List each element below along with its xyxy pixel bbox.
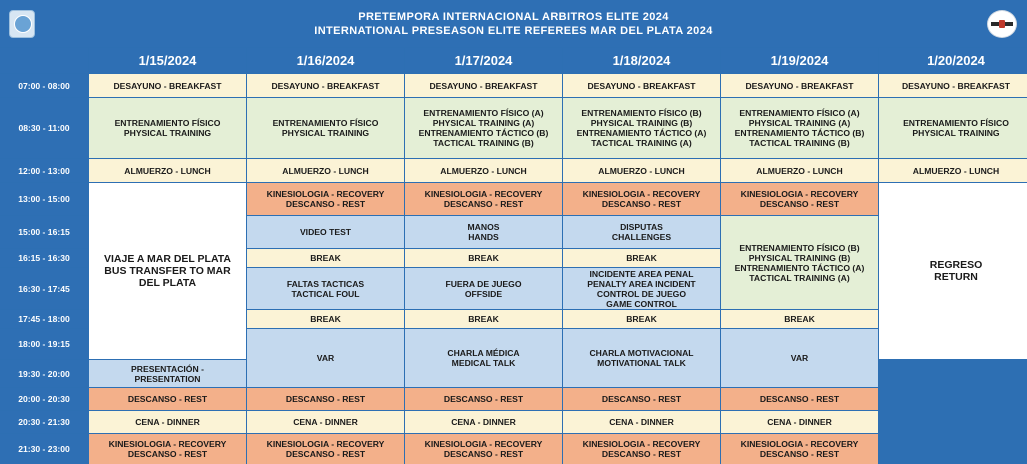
activity-line: DESCANSO - REST: [443, 449, 524, 459]
activity-line: CHARLA MÉDICA: [447, 348, 520, 358]
break-cell: BREAK: [405, 310, 562, 328]
session-cell: [563, 329, 720, 387]
training-cell: [89, 98, 246, 158]
recovery-cell: [89, 434, 246, 464]
training-cell: [405, 98, 562, 158]
time-slot: 17:45 - 18:00: [0, 310, 88, 328]
activity-line: MEDICAL TALK: [451, 358, 516, 368]
activity-line: DESCANSO - REST: [601, 199, 682, 209]
activity-line: DESCANSO - REST: [601, 449, 682, 459]
recovery-cell: [721, 434, 878, 464]
activity-line: KINESIOLOGIA - RECOVERY: [740, 189, 859, 199]
session-cell: VAR: [721, 329, 878, 387]
activity-line: CHALLENGES: [611, 232, 672, 242]
time-slot: 19:30 - 20:00: [0, 360, 88, 387]
lunch-cell: ALMUERZO - LUNCH: [721, 159, 878, 182]
time-slot: 18:00 - 19:15: [0, 329, 88, 359]
activity-line: DESCANSO - REST: [443, 199, 524, 209]
lunch-cell: ALMUERZO - LUNCH: [879, 159, 1027, 182]
rest-cell: DESCANSO - REST: [89, 388, 246, 410]
session-cell: [405, 216, 562, 248]
date-header: 1/15/2024: [89, 48, 246, 73]
time-slot: 16:30 - 17:45: [0, 268, 88, 309]
activity-line: KINESIOLOGIA - RECOVERY: [266, 189, 385, 199]
rest-cell: DESCANSO - REST: [721, 388, 878, 410]
dinner-cell: CENA - DINNER: [89, 411, 246, 433]
dinner-cell: CENA - DINNER: [405, 411, 562, 433]
activity-line: KINESIOLOGIA - RECOVERY: [424, 439, 543, 449]
activity-line: GAME CONTROL: [606, 298, 677, 309]
date-header: 1/20/2024: [879, 48, 1027, 73]
break-cell: BREAK: [721, 310, 878, 328]
breakfast-cell: DESAYUNO - BREAKFAST: [721, 74, 878, 97]
date-header: 1/18/2024: [563, 48, 720, 73]
activity-line: CHARLA MOTIVACIONAL: [589, 348, 694, 358]
time-slot: 12:00 - 13:00: [0, 159, 88, 182]
activity-line: DISPUTAS: [620, 222, 663, 232]
recovery-cell: [247, 183, 404, 215]
activity-line: DESCANSO - REST: [127, 449, 208, 459]
activity-line: KINESIOLOGIA - RECOVERY: [582, 189, 701, 199]
activity-line: PHYSICAL TRAINING (A): [432, 118, 535, 128]
rest-cell: DESCANSO - REST: [405, 388, 562, 410]
session-cell: [405, 268, 562, 309]
break-cell: BREAK: [247, 310, 404, 328]
time-slot: 20:30 - 21:30: [0, 411, 88, 433]
lunch-cell: ALMUERZO - LUNCH: [563, 159, 720, 182]
time-slot: 20:00 - 20:30: [0, 388, 88, 410]
lunch-cell: ALMUERZO - LUNCH: [247, 159, 404, 182]
activity-line: PHYSICAL TRAINING (A): [748, 118, 851, 128]
session-cell: [563, 268, 720, 309]
activity-line: ENTRENAMIENTO FÍSICO: [272, 118, 379, 128]
time-slot: 13:00 - 15:00: [0, 183, 88, 215]
activity-line: KINESIOLOGIA - RECOVERY: [266, 439, 385, 449]
activity-line: PHYSICAL TRAINING (B): [748, 252, 851, 263]
activity-line: MOTIVATIONAL TALK: [597, 358, 686, 368]
training-cell: [563, 98, 720, 158]
activity-line: ENTRENAMIENTO FÍSICO: [903, 118, 1009, 128]
empty-block: [879, 360, 1027, 464]
session-cell: [247, 268, 404, 309]
activity-line: DEL PLATA: [138, 277, 197, 289]
activity-line: ENTRENAMIENTO FÍSICO (B): [739, 242, 860, 253]
page-title: [0, 10, 1027, 38]
activity-line: ENTRENAMIENTO TÁCTICO (B): [734, 128, 865, 138]
rest-cell: DESCANSO - REST: [563, 388, 720, 410]
date-header: 1/17/2024: [405, 48, 562, 73]
recovery-cell: [405, 183, 562, 215]
dinner-cell: CENA - DINNER: [247, 411, 404, 433]
activity-line: TACTICAL TRAINING (A): [749, 272, 850, 283]
activity-line: KINESIOLOGIA - RECOVERY: [740, 439, 859, 449]
activity-line: INCIDENTE AREA PENAL: [589, 268, 694, 279]
activity-line: ENTRENAMIENTO FÍSICO (A): [423, 108, 544, 118]
activity-line: TACTICAL TRAINING (B): [433, 138, 534, 148]
rest-cell: DESCANSO - REST: [247, 388, 404, 410]
breakfast-cell: DESAYUNO - BREAKFAST: [879, 74, 1027, 97]
activity-line: HANDS: [468, 232, 499, 242]
title-line-2: INTERNATIONAL PRESEASON ELITE REFEREES MAR DEL PLATA 2024: [314, 25, 713, 37]
date-header: 1/16/2024: [247, 48, 404, 73]
activity-line: ENTRENAMIENTO TÁCTICO (A): [734, 262, 865, 273]
activity-line: OFFSIDE: [464, 288, 503, 299]
activity-line: TACTICAL FOUL: [291, 288, 360, 299]
session-cell: [563, 216, 720, 248]
header: [0, 0, 1027, 47]
lunch-cell: ALMUERZO - LUNCH: [405, 159, 562, 182]
breakfast-cell: DESAYUNO - BREAKFAST: [247, 74, 404, 97]
activity-line: RETURN: [934, 271, 978, 283]
break-cell: BREAK: [563, 310, 720, 328]
break-cell: BREAK: [405, 249, 562, 267]
activity-line: DESCANSO - REST: [759, 199, 840, 209]
activity-line: ENTRENAMIENTO FÍSICO (B): [581, 108, 702, 118]
presentation-cell: [89, 360, 246, 387]
activity-line: DESCANSO - REST: [285, 199, 366, 209]
activity-line: ENTRENAMIENTO TÁCTICO (A): [576, 128, 707, 138]
time-slot: 08:30 - 11:00: [0, 98, 88, 158]
activity-line: ENTRENAMIENTO TÁCTICO (B): [418, 128, 549, 138]
breakfast-cell: DESAYUNO - BREAKFAST: [563, 74, 720, 97]
recovery-cell: [563, 183, 720, 215]
activity-line: PRESENTATION: [134, 373, 201, 384]
activity-line: PENALTY AREA INCIDENT: [587, 278, 696, 289]
breakfast-cell: DESAYUNO - BREAKFAST: [405, 74, 562, 97]
time-slot: 21:30 - 23:00: [0, 434, 88, 464]
schedule-grid: [0, 48, 1027, 459]
recovery-cell: [247, 434, 404, 464]
activity-line: FALTAS TACTICAS: [286, 278, 365, 289]
activity-line: PHYSICAL TRAINING: [281, 128, 370, 138]
activity-line: REGRESO: [929, 259, 983, 271]
session-cell: VIDEO TEST: [247, 216, 404, 248]
activity-line: KINESIOLOGIA - RECOVERY: [582, 439, 701, 449]
activity-line: DESCANSO - REST: [285, 449, 366, 459]
time-slot: 07:00 - 08:00: [0, 74, 88, 97]
activity-line: FUERA DE JUEGO: [445, 278, 522, 289]
activity-line: KINESIOLOGIA - RECOVERY: [108, 439, 227, 449]
activity-line: CONTROL DE JUEGO: [596, 288, 687, 299]
recovery-cell: [563, 434, 720, 464]
activity-line: TACTICAL TRAINING (A): [591, 138, 692, 148]
activity-line: PRESENTACIÓN -: [131, 363, 204, 374]
activity-line: PHYSICAL TRAINING: [912, 128, 1000, 138]
recovery-cell: [721, 183, 878, 215]
training-cell: [721, 216, 878, 309]
training-cell: [721, 98, 878, 158]
corner-cell: [0, 48, 88, 73]
activity-line: ENTRENAMIENTO FÍSICO: [114, 118, 221, 128]
break-cell: BREAK: [247, 249, 404, 267]
activity-line: KINESIOLOGIA - RECOVERY: [424, 189, 543, 199]
referee-badge-icon: [987, 10, 1017, 38]
recovery-cell: [405, 434, 562, 464]
activity-line: VIAJE A MAR DEL PLATA: [104, 253, 231, 265]
breakfast-cell: DESAYUNO - BREAKFAST: [89, 74, 246, 97]
title-line-1: PRETEMPORA INTERNACIONAL ARBITROS ELITE 2024: [358, 11, 669, 23]
break-cell: BREAK: [563, 249, 720, 267]
lunch-cell: ALMUERZO - LUNCH: [89, 159, 246, 182]
return-cell: [879, 183, 1027, 359]
activity-line: MANOS: [467, 222, 500, 232]
activity-line: ENTRENAMIENTO FÍSICO (A): [739, 108, 860, 118]
time-slot: 15:00 - 16:15: [0, 216, 88, 248]
session-cell: VAR: [247, 329, 404, 387]
session-cell: [405, 329, 562, 387]
dinner-cell: CENA - DINNER: [721, 411, 878, 433]
date-header: 1/19/2024: [721, 48, 878, 73]
training-cell: [879, 98, 1027, 158]
dinner-cell: CENA - DINNER: [563, 411, 720, 433]
activity-line: PHYSICAL TRAINING (B): [590, 118, 693, 128]
activity-line: PHYSICAL TRAINING: [123, 128, 212, 138]
activity-line: TACTICAL TRAINING (B): [749, 138, 850, 148]
activity-line: BUS TRANSFER TO MAR: [104, 265, 231, 277]
time-slot: 16:15 - 16:30: [0, 249, 88, 267]
activity-line: DESCANSO - REST: [759, 449, 840, 459]
travel-cell: [89, 183, 246, 359]
training-cell: [247, 98, 404, 158]
